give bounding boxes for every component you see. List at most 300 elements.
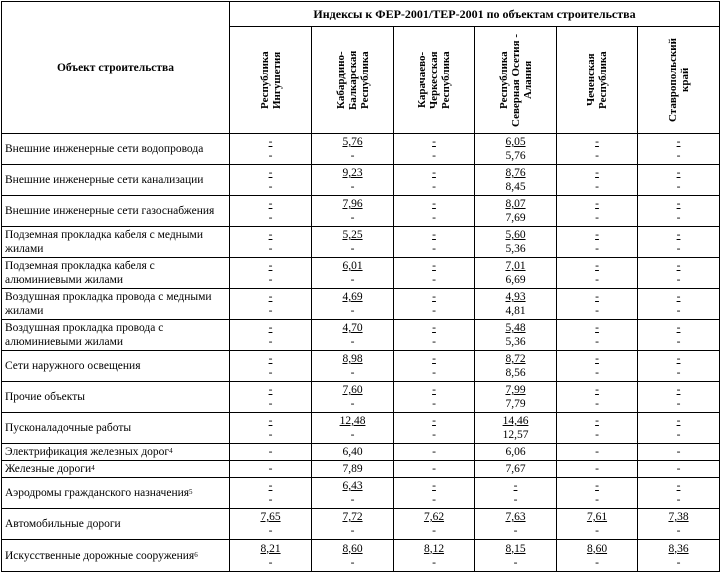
index-cell <box>230 478 312 509</box>
index-numerator: - <box>676 136 681 148</box>
index-cell <box>475 134 557 165</box>
index-cell <box>475 413 557 444</box>
index-denominator: - <box>595 212 599 224</box>
index-denominator: - <box>595 556 599 569</box>
object-name: Сети наружного освещения <box>5 360 141 372</box>
index-cell <box>638 382 720 413</box>
index-numerator: 7,99 <box>505 384 526 396</box>
index-numerator: - <box>595 322 599 334</box>
index-numerator: - <box>268 480 273 492</box>
index-denominator: 4,81 <box>505 305 526 317</box>
index-numerator: - <box>432 260 436 272</box>
index-numerator: 8,60 <box>586 542 608 555</box>
index-numerator: 8,21 <box>260 542 281 555</box>
index-denominator: - <box>432 494 436 506</box>
index-denominator: - <box>350 150 355 162</box>
index-cell <box>312 165 394 196</box>
index-numerator: 8,98 <box>342 353 363 365</box>
index-value: 6,40 <box>342 446 363 458</box>
table-row <box>2 444 720 461</box>
index-cell <box>312 413 394 444</box>
object-name: Аэродромы гражданского назначения <box>5 487 190 499</box>
index-numerator: 5,76 <box>342 136 363 148</box>
index-cell <box>394 289 475 320</box>
object-name-cell <box>2 351 230 382</box>
index-cell <box>475 320 557 351</box>
table-row <box>2 461 720 478</box>
index-cell <box>312 258 394 289</box>
index-denominator: - <box>350 556 355 569</box>
index-numerator: 7,65 <box>260 511 281 523</box>
index-numerator: - <box>432 480 436 492</box>
index-numerator: 7,60 <box>342 384 363 396</box>
footnote-mark: 4 <box>169 447 173 455</box>
index-numerator: - <box>595 384 599 396</box>
object-column-header: Объект строительства <box>2 2 230 134</box>
index-numerator: - <box>432 291 436 303</box>
index-denominator: 7,79 <box>505 398 526 410</box>
index-denominator: - <box>350 274 355 286</box>
index-cell <box>557 444 638 461</box>
index-denominator: - <box>268 150 273 162</box>
index-numerator: - <box>676 480 681 492</box>
index-denominator: - <box>432 525 436 537</box>
index-cell <box>230 461 312 478</box>
index-numerator: 5,60 <box>505 229 526 241</box>
table-row <box>2 351 720 382</box>
region-header-kabardino-balkaria: Кабардино-Балкарская Республика <box>334 50 371 110</box>
index-denominator: - <box>432 398 436 410</box>
footnote-mark: 4 <box>91 464 95 472</box>
index-cell <box>475 540 557 572</box>
index-denominator: - <box>595 274 599 286</box>
index-cell <box>230 540 312 572</box>
index-denominator: - <box>595 150 599 162</box>
index-denominator: - <box>268 305 273 317</box>
index-cell <box>394 165 475 196</box>
index-cell <box>230 196 312 227</box>
index-value: - <box>268 446 273 458</box>
index-cell <box>557 509 638 540</box>
index-numerator: - <box>676 291 681 303</box>
index-denominator: - <box>595 525 599 537</box>
index-numerator: - <box>432 167 436 179</box>
index-cell <box>312 540 394 572</box>
index-cell <box>475 509 557 540</box>
index-denominator: - <box>676 150 681 162</box>
index-cell <box>394 227 475 258</box>
index-denominator: - <box>432 429 436 441</box>
index-denominator: - <box>350 336 355 348</box>
footnote-mark: 5 <box>189 488 193 496</box>
index-numerator: - <box>268 322 273 334</box>
object-name-cell <box>2 478 230 509</box>
object-name-cell <box>2 320 230 351</box>
document-page <box>1 1 720 572</box>
index-numerator: - <box>676 322 681 334</box>
index-cell <box>638 196 720 227</box>
index-denominator: - <box>268 367 273 379</box>
index-cell <box>312 289 394 320</box>
footnote-mark: 6 <box>194 550 198 559</box>
index-denominator: - <box>513 525 518 537</box>
index-numerator: - <box>676 260 681 272</box>
index-numerator: 5,25 <box>342 229 363 241</box>
index-cell <box>394 382 475 413</box>
index-value: - <box>676 463 681 475</box>
index-numerator: 7,01 <box>505 260 526 272</box>
index-cell <box>394 351 475 382</box>
index-denominator: - <box>676 336 681 348</box>
index-denominator: - <box>513 494 518 506</box>
index-numerator: 7,96 <box>342 198 363 210</box>
index-cell <box>394 258 475 289</box>
index-numerator: - <box>268 260 273 272</box>
index-denominator: - <box>676 494 681 506</box>
index-cell <box>638 413 720 444</box>
object-name-cell <box>2 165 230 196</box>
index-denominator: - <box>676 398 681 410</box>
index-denominator: - <box>268 398 273 410</box>
index-cell <box>638 289 720 320</box>
index-numerator: - <box>676 229 681 241</box>
index-denominator: - <box>350 494 355 506</box>
index-denominator: 12,57 <box>502 429 529 441</box>
region-header-karachay-cherkessia: Карачаево-Черкесская Республика <box>416 51 452 109</box>
object-name: Воздушная прокладка провода с алюминиевыми жилами <box>5 322 164 348</box>
index-cell <box>638 478 720 509</box>
index-numerator: 4,70 <box>342 322 363 334</box>
object-name: Подземная прокладка кабеля с алюминиевыми жилами <box>5 260 155 286</box>
index-numerator: - <box>595 198 599 210</box>
index-numerator: 6,43 <box>342 480 363 492</box>
object-name: Прочие объекты <box>5 391 85 403</box>
object-name-cell <box>2 134 230 165</box>
index-cell <box>475 227 557 258</box>
index-denominator: - <box>268 556 273 569</box>
index-numerator: 8,60 <box>342 542 363 555</box>
index-denominator: - <box>595 398 599 410</box>
index-cell <box>557 478 638 509</box>
object-name-cell <box>2 382 230 413</box>
index-cell <box>557 134 638 165</box>
table-row <box>2 196 720 227</box>
index-cell <box>312 461 394 478</box>
index-numerator: 12,48 <box>339 415 366 427</box>
index-cell <box>638 258 720 289</box>
index-cell <box>475 258 557 289</box>
index-value: 6,06 <box>505 446 526 458</box>
index-value: 7,67 <box>505 463 526 475</box>
index-cell <box>475 444 557 461</box>
index-numerator: - <box>432 198 436 210</box>
index-value: 7,89 <box>342 463 363 475</box>
index-denominator: - <box>676 305 681 317</box>
index-numerator: 8,72 <box>505 353 526 365</box>
index-numerator: 8,07 <box>505 198 526 210</box>
object-name-cell <box>2 413 230 444</box>
index-numerator: 9,23 <box>342 167 363 179</box>
index-denominator: - <box>268 243 273 255</box>
index-denominator: - <box>595 494 599 506</box>
index-cell <box>312 509 394 540</box>
index-numerator: - <box>595 260 599 272</box>
index-numerator: - <box>595 415 599 427</box>
object-name: Автомобильные дороги <box>5 518 121 530</box>
object-name: Внешние инженерные сети канализации <box>5 174 204 186</box>
index-numerator: - <box>595 353 599 365</box>
index-cell <box>638 509 720 540</box>
index-numerator: 4,93 <box>505 291 526 303</box>
index-numerator: - <box>595 291 599 303</box>
index-cell <box>394 540 475 572</box>
index-cell <box>557 289 638 320</box>
index-denominator: - <box>432 556 436 569</box>
index-cell <box>557 320 638 351</box>
object-name: Искусственные дорожные сооружения <box>5 549 195 562</box>
object-name-cell <box>2 289 230 320</box>
index-denominator: 5,36 <box>505 336 526 348</box>
index-denominator: - <box>676 367 681 379</box>
index-cell <box>557 227 638 258</box>
index-cell <box>312 134 394 165</box>
index-denominator: - <box>268 429 273 441</box>
index-numerator: 6,01 <box>342 260 363 272</box>
index-cell <box>394 509 475 540</box>
index-numerator: 7,63 <box>505 511 526 523</box>
index-cell <box>475 165 557 196</box>
index-cell <box>638 540 720 572</box>
object-name: Электрификация железных дорог <box>5 446 170 458</box>
index-denominator: - <box>676 243 681 255</box>
indices-header: Индексы к ФЕР-2001/ТЕР-2001 по объектам строительства <box>230 2 720 27</box>
index-cell <box>557 413 638 444</box>
object-name-cell <box>2 509 230 540</box>
index-denominator: - <box>268 525 273 537</box>
index-numerator: 8,36 <box>668 542 689 555</box>
index-cell <box>638 165 720 196</box>
index-numerator: 5,48 <box>505 322 526 334</box>
index-cell <box>557 258 638 289</box>
index-denominator: - <box>350 243 355 255</box>
index-numerator: - <box>676 415 681 427</box>
index-numerator: 8,76 <box>505 167 526 179</box>
index-denominator: - <box>432 243 436 255</box>
index-cell <box>638 134 720 165</box>
index-numerator: - <box>268 291 273 303</box>
index-denominator: - <box>513 556 518 569</box>
index-cell <box>312 382 394 413</box>
index-denominator: 5,36 <box>505 243 526 255</box>
index-cell <box>230 444 312 461</box>
index-denominator: - <box>595 429 599 441</box>
index-denominator: - <box>350 525 355 537</box>
index-value: - <box>432 446 436 458</box>
index-numerator: - <box>432 229 436 241</box>
index-value: - <box>676 446 681 458</box>
index-numerator: - <box>268 384 273 396</box>
index-cell <box>312 320 394 351</box>
table-row <box>2 382 720 413</box>
index-denominator: 8,45 <box>505 181 526 193</box>
index-denominator: - <box>268 336 273 348</box>
index-cell <box>312 444 394 461</box>
index-cell <box>638 461 720 478</box>
region-header-stavropol: Ставропольский край <box>666 38 691 122</box>
index-value: - <box>595 446 599 458</box>
index-cell <box>312 196 394 227</box>
index-cell <box>394 413 475 444</box>
object-name-cell <box>2 444 230 461</box>
object-name-cell <box>2 196 230 227</box>
object-name-cell <box>2 227 230 258</box>
index-denominator: - <box>595 181 599 193</box>
index-denominator: - <box>676 274 681 286</box>
index-denominator: - <box>676 181 681 193</box>
index-cell <box>230 289 312 320</box>
index-cell <box>638 444 720 461</box>
index-denominator: - <box>676 429 681 441</box>
region-header-ingushetia: Республика Ингушетия <box>258 51 283 109</box>
index-denominator: 7,69 <box>505 212 526 224</box>
index-numerator: - <box>432 322 436 334</box>
index-numerator: - <box>268 353 273 365</box>
index-numerator: - <box>595 229 599 241</box>
index-numerator: - <box>268 198 273 210</box>
index-denominator: - <box>432 212 436 224</box>
index-numerator: - <box>268 167 273 179</box>
index-numerator: - <box>268 136 273 148</box>
index-cell <box>394 134 475 165</box>
table-row <box>2 413 720 444</box>
index-denominator: - <box>432 336 436 348</box>
index-denominator: - <box>350 367 355 379</box>
index-value: - <box>268 463 273 475</box>
index-cell <box>312 351 394 382</box>
header-row-main <box>2 2 720 27</box>
index-numerator: 4,69 <box>342 291 363 303</box>
index-cell <box>638 227 720 258</box>
object-name-cell <box>2 461 230 478</box>
index-cell <box>394 196 475 227</box>
index-numerator: - <box>676 353 681 365</box>
index-denominator: - <box>595 336 599 348</box>
index-cell <box>475 196 557 227</box>
index-cell <box>557 461 638 478</box>
index-cell <box>394 444 475 461</box>
index-cell <box>230 320 312 351</box>
index-numerator: 6,05 <box>505 136 526 148</box>
index-numerator: - <box>432 353 436 365</box>
index-denominator: - <box>350 429 355 441</box>
table-row <box>2 320 720 351</box>
index-numerator: - <box>268 415 273 427</box>
index-value: - <box>595 463 599 475</box>
index-denominator: - <box>595 367 599 379</box>
table-row <box>2 165 720 196</box>
index-denominator: - <box>432 150 436 162</box>
index-denominator: - <box>432 367 436 379</box>
table-row <box>2 227 720 258</box>
index-cell <box>230 165 312 196</box>
index-denominator: - <box>350 212 355 224</box>
index-numerator: - <box>595 136 599 148</box>
index-denominator: - <box>268 274 273 286</box>
object-name: Подземная прокладка кабеля с медными жилами <box>5 229 203 255</box>
index-cell <box>394 461 475 478</box>
index-numerator: 7,72 <box>342 511 363 523</box>
table-body <box>2 134 720 572</box>
index-cell <box>557 351 638 382</box>
index-cell <box>557 382 638 413</box>
index-numerator: - <box>432 415 436 427</box>
region-header-chechnya: Чеченская Республика <box>585 51 609 109</box>
index-denominator: - <box>676 525 681 537</box>
table-row <box>2 289 720 320</box>
index-numerator: 8,15 <box>505 542 526 555</box>
index-numerator: - <box>595 167 599 179</box>
index-denominator: - <box>350 181 355 193</box>
index-cell <box>557 165 638 196</box>
index-numerator: 7,62 <box>423 511 445 523</box>
index-numerator: - <box>432 384 436 396</box>
object-name: Воздушная прокладка провода с медными жилами <box>5 291 212 317</box>
index-numerator: - <box>676 198 681 210</box>
index-denominator: - <box>432 274 436 286</box>
index-denominator: - <box>268 494 273 506</box>
index-numerator: - <box>513 480 518 492</box>
object-name-cell <box>2 258 230 289</box>
index-denominator: - <box>268 212 273 224</box>
index-denominator: - <box>595 305 599 317</box>
index-cell <box>475 461 557 478</box>
index-denominator: - <box>676 212 681 224</box>
index-denominator: - <box>432 305 436 317</box>
index-cell <box>638 320 720 351</box>
index-cell <box>230 413 312 444</box>
index-cell <box>230 258 312 289</box>
table-row <box>2 509 720 540</box>
index-numerator: - <box>676 384 681 396</box>
table-row <box>2 258 720 289</box>
index-denominator: - <box>595 243 599 255</box>
object-name: Пусконаладочные работы <box>5 422 132 434</box>
object-name: Железные дороги <box>5 463 92 475</box>
index-denominator: - <box>676 556 681 569</box>
index-cell <box>230 509 312 540</box>
index-numerator: 8,12 <box>423 542 445 555</box>
index-denominator: 8,56 <box>505 367 526 379</box>
index-cell <box>230 351 312 382</box>
index-denominator: - <box>350 305 355 317</box>
index-cell <box>230 382 312 413</box>
index-value: - <box>432 463 436 475</box>
index-cell <box>557 540 638 572</box>
index-cell <box>230 227 312 258</box>
index-denominator: 6,69 <box>505 274 526 286</box>
index-cell <box>638 351 720 382</box>
index-cell <box>312 227 394 258</box>
index-cell <box>475 478 557 509</box>
index-numerator: 7,38 <box>668 511 689 523</box>
object-name-cell <box>2 540 230 572</box>
index-numerator: - <box>595 480 599 492</box>
index-numerator: - <box>432 136 436 148</box>
index-numerator: 14,46 <box>502 415 529 427</box>
object-name: Внешние инженерные сети водопровода <box>5 143 204 155</box>
index-cell <box>394 478 475 509</box>
table-row <box>2 540 720 572</box>
